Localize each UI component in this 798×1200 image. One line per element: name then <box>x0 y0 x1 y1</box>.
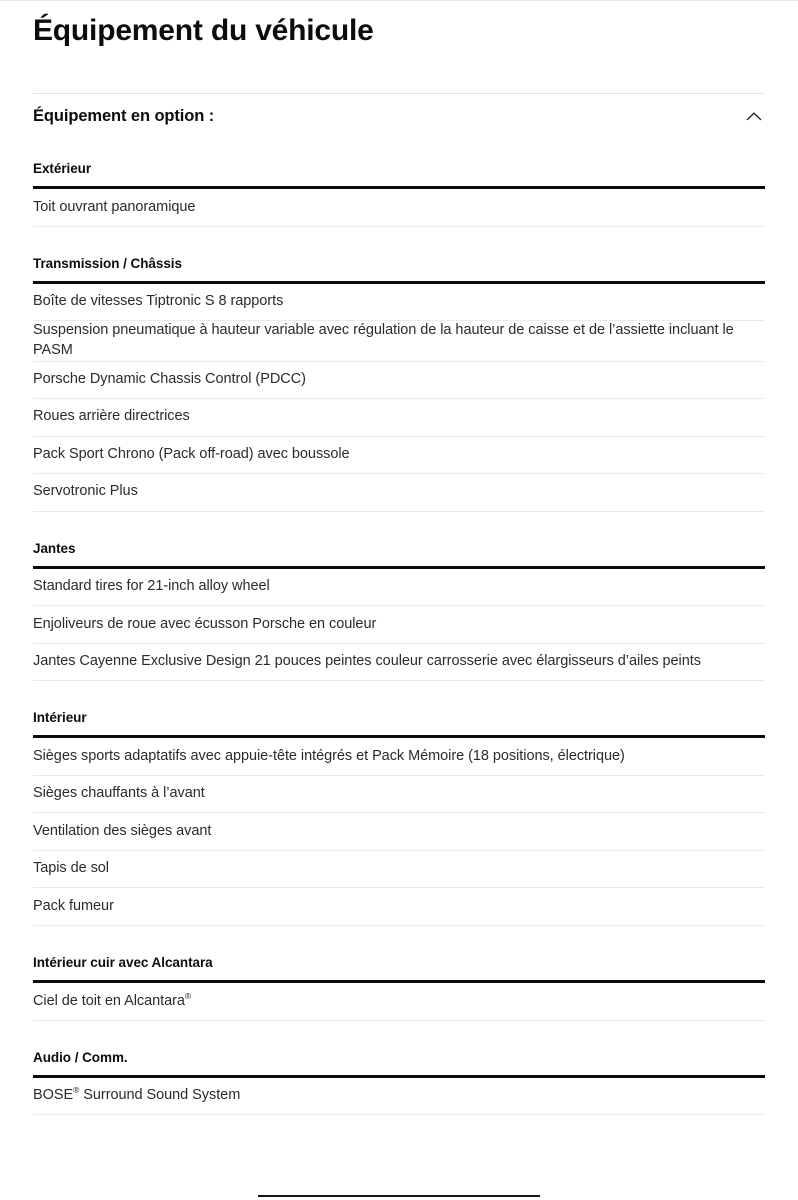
equipment-item-row <box>33 362 765 400</box>
equipment-item-text: BOSE <box>33 1087 74 1104</box>
equipment-group <box>33 710 765 926</box>
equipment-item-row <box>33 569 765 607</box>
equipment-item-label <box>33 1086 240 1106</box>
equipment-item-label <box>33 292 283 312</box>
bottom-progress-bar <box>258 1195 540 1197</box>
equipment-item-text: Pack Sport Chrono (Pack off-road) avec boussole <box>33 445 350 462</box>
equipment-item-text-suffix: Surround Sound System <box>79 1087 241 1104</box>
equipment-item-label <box>33 859 109 879</box>
equipment-item-text: Roues arrière directrices <box>33 408 190 425</box>
equipment-item-label <box>33 897 114 917</box>
group-title: Extérieur <box>33 161 92 176</box>
group-title: Intérieur cuir avec Alcantara <box>33 954 213 970</box>
equipment-item-row <box>33 284 765 322</box>
equipment-item-text: Sièges sports adaptatifs avec appuie-tête intégrés et Pack Mémoire (18 positions, électrique) <box>33 747 625 764</box>
equipment-item-label <box>33 407 190 427</box>
equipment-item-text: Standard tires for 21-inch alloy wheel <box>33 578 270 595</box>
group-item-list <box>33 738 765 926</box>
equipment-item-label <box>33 652 701 672</box>
equipment-item-row <box>33 776 765 814</box>
equipment-item-label <box>33 615 376 635</box>
equipment-item-row <box>33 644 765 682</box>
equipment-group <box>33 1050 765 1116</box>
equipment-item-label <box>33 198 195 218</box>
trademark-mark: ® <box>73 1085 80 1096</box>
chevron-up-icon[interactable] <box>743 106 765 128</box>
equipment-item-label <box>33 577 270 597</box>
equipment-item-text: Boîte de vitesses Tiptronic S 8 rapports <box>33 293 284 310</box>
optional-equipment-accordion-toggle[interactable] <box>33 94 765 139</box>
equipment-item-text: Enjoliveurs de roue avec écusson Porsche en couleur <box>33 615 377 632</box>
group-title: Jantes <box>33 540 76 556</box>
equipment-item-row <box>33 813 765 851</box>
group-item-list <box>33 569 765 682</box>
equipment-item-row <box>33 983 765 1021</box>
page-title: Équipement du véhicule <box>33 14 374 47</box>
equipment-group <box>33 541 765 682</box>
equipment-item-text: Porsche Dynamic Chassis Control (PDCC) <box>33 370 306 387</box>
equipment-item-text: Tapis de sol <box>33 860 109 877</box>
equipment-item-label <box>33 445 350 465</box>
equipment-group <box>33 161 765 227</box>
group-item-list <box>33 983 765 1021</box>
equipment-item-label <box>33 370 306 390</box>
equipment-item-text: Jantes Cayenne Exclusive Design 21 pouces peintes couleur carrosserie avec élargisseurs d’ailes peints <box>33 653 701 670</box>
equipment-item-label <box>33 482 138 502</box>
equipment-item-row <box>33 606 765 644</box>
equipment-item-row <box>33 888 765 926</box>
equipment-item-label <box>33 784 205 804</box>
equipment-item-label <box>33 992 191 1012</box>
group-item-list <box>33 1078 765 1116</box>
group-item-list <box>33 189 765 227</box>
trademark-mark: ® <box>184 990 192 1001</box>
equipment-item-text: Ventilation des sièges avant <box>33 822 212 839</box>
group-title: Audio / Comm. <box>33 1049 128 1065</box>
equipment-group <box>33 256 765 512</box>
equipment-item-row <box>33 474 765 512</box>
equipment-item-text: Sièges chauffants à l’avant <box>33 785 205 802</box>
group-item-list <box>33 284 765 512</box>
equipment-item-row <box>33 321 765 361</box>
group-title: Transmission / Châssis <box>33 255 182 271</box>
equipment-item-row <box>33 399 765 437</box>
equipment-item-text: Ciel de toit en Alcantara <box>33 992 185 1009</box>
equipment-item-label <box>33 321 765 360</box>
equipment-item-text: Toit ouvrant panoramique <box>33 198 196 215</box>
group-title: Intérieur <box>33 710 87 726</box>
equipment-item-label <box>33 747 625 767</box>
equipment-groups <box>33 161 765 1115</box>
equipment-item-label <box>33 822 211 842</box>
equipment-item-row <box>33 851 765 889</box>
equipment-item-text: Suspension pneumatique à hauteur variable avec régulation de la hauteur de caisse et de l’assiette incluant le PASM <box>33 322 734 358</box>
equipment-item-row <box>33 437 765 475</box>
accordion-title: Équipement en option : <box>33 107 215 125</box>
equipment-item-row <box>33 1078 765 1116</box>
equipment-item-row <box>33 738 765 776</box>
equipment-item-text: Pack fumeur <box>33 897 114 914</box>
equipment-item-text: Servotronic Plus <box>33 483 138 500</box>
equipment-item-row <box>33 189 765 227</box>
equipment-group <box>33 955 765 1021</box>
